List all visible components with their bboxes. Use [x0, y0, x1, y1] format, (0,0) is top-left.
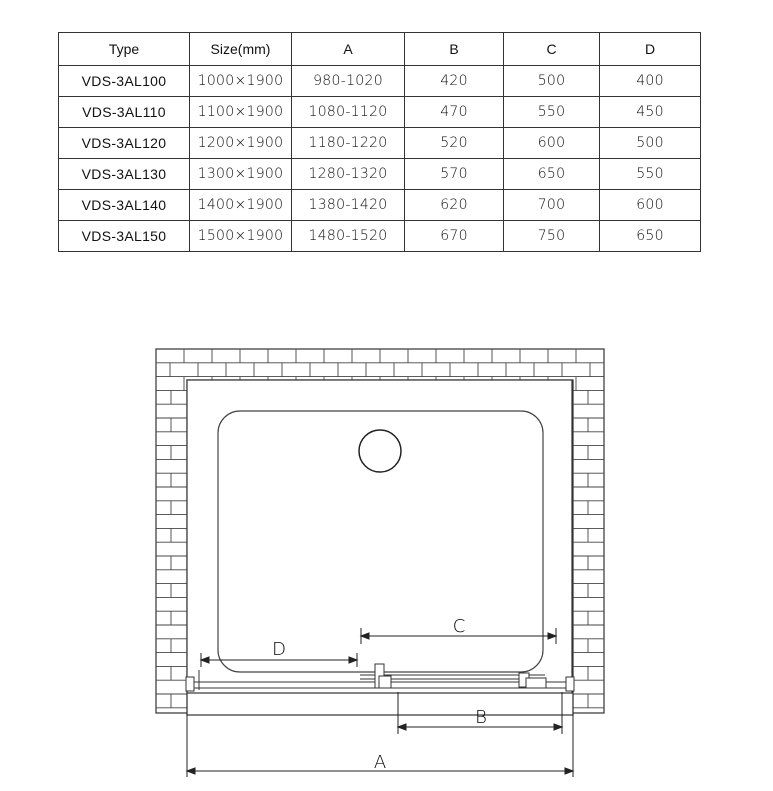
cell-a: 1380-1420	[292, 190, 405, 221]
cell-c: 600	[504, 128, 600, 159]
header-b: B	[405, 33, 504, 66]
cell-size: 1000×1900	[190, 66, 292, 97]
table-header-row	[59, 33, 701, 66]
cell-type: VDS-3AL110	[59, 97, 190, 128]
table-row	[59, 66, 701, 97]
cell-d: 400	[600, 66, 701, 97]
cell-type: VDS-3AL130	[59, 159, 190, 190]
cell-a: 1280-1320	[292, 159, 405, 190]
cell-c: 700	[504, 190, 600, 221]
cell-d: 550	[600, 159, 701, 190]
cell-a: 1480-1520	[292, 221, 405, 252]
dimension-a-label: A	[373, 752, 387, 773]
cell-c: 500	[504, 66, 600, 97]
cell-size: 1400×1900	[190, 190, 292, 221]
dimension-b-label: B	[475, 707, 487, 728]
table-row	[59, 190, 701, 221]
cell-size: 1500×1900	[190, 221, 292, 252]
cell-b: 470	[405, 97, 504, 128]
cell-size: 1300×1900	[190, 159, 292, 190]
drain-icon	[359, 430, 401, 472]
cell-type: VDS-3AL140	[59, 190, 190, 221]
shower-enclosure-diagram	[0, 330, 773, 791]
cell-d: 600	[600, 190, 701, 221]
cell-type: VDS-3AL150	[59, 221, 190, 252]
cell-c: 750	[504, 221, 600, 252]
cell-type: VDS-3AL100	[59, 66, 190, 97]
cell-a: 980-1020	[292, 66, 405, 97]
cell-c: 650	[504, 159, 600, 190]
table-row	[59, 159, 701, 190]
table-row	[59, 221, 701, 252]
header-d: D	[600, 33, 701, 66]
dimension-d-label: D	[272, 639, 286, 660]
header-a: A	[292, 33, 405, 66]
cell-d: 450	[600, 97, 701, 128]
header-type: Type	[59, 33, 190, 66]
cell-b: 420	[405, 66, 504, 97]
cell-b: 520	[405, 128, 504, 159]
cell-b: 620	[405, 190, 504, 221]
header-c: C	[504, 33, 600, 66]
cell-a: 1080-1120	[292, 97, 405, 128]
cell-type: VDS-3AL120	[59, 128, 190, 159]
cell-b: 670	[405, 221, 504, 252]
table-row	[59, 128, 701, 159]
dimension-c-label: C	[452, 616, 466, 637]
cell-d: 500	[600, 128, 701, 159]
table-row	[59, 97, 701, 128]
cell-size: 1100×1900	[190, 97, 292, 128]
cell-size: 1200×1900	[190, 128, 292, 159]
cell-a: 1180-1220	[292, 128, 405, 159]
header-size: Size(mm)	[190, 33, 292, 66]
cell-d: 650	[600, 221, 701, 252]
cell-c: 550	[504, 97, 600, 128]
cell-b: 570	[405, 159, 504, 190]
dimension-table	[58, 32, 701, 252]
